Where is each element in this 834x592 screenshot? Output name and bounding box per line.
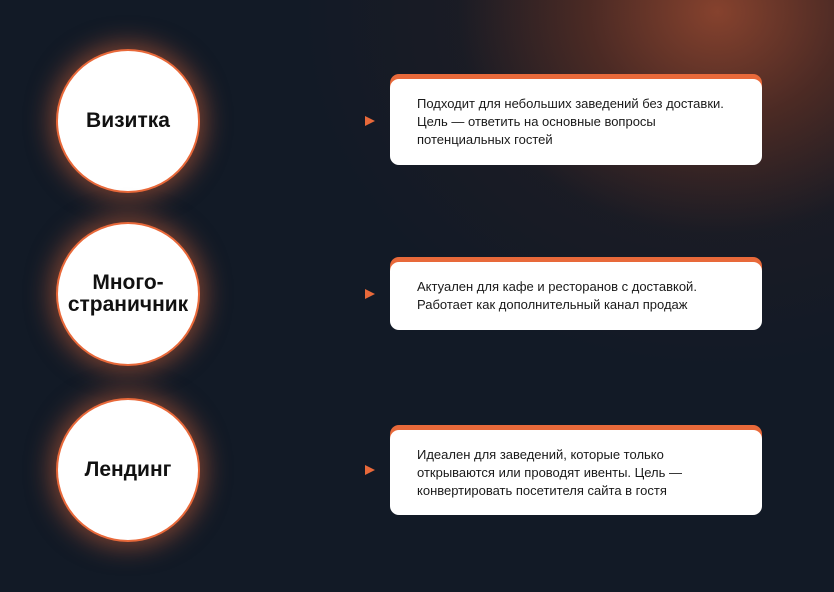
site-type-title: Лендинг [84, 458, 172, 481]
site-type-row-lending [0, 400, 834, 540]
site-type-description: Актуален для кафе и ресторанов с доставкой. Работает как дополнительный канал продаж [417, 279, 697, 312]
site-type-row-vizitka [0, 51, 834, 191]
arrow-right-icon [222, 286, 376, 302]
site-type-circle [58, 51, 198, 191]
arrow-right-icon [222, 462, 376, 478]
site-type-description: Подходит для небольших заведений без доставки. Цель — ответить на основные вопросы потенциальных гостей [417, 96, 724, 147]
site-type-description-card [390, 430, 762, 515]
site-type-row-mnogostranichnik [0, 224, 834, 364]
site-type-circle [58, 224, 198, 364]
site-type-title: Визитка [86, 109, 170, 132]
site-type-description-card [390, 262, 762, 330]
site-type-description-card [390, 79, 762, 165]
arrow-right-icon [222, 113, 376, 129]
site-type-circle [58, 400, 198, 540]
site-type-description: Идеален для заведений, которые только открываются или проводят ивенты. Цель — конвертировать посетителя сайта в гостя [417, 447, 683, 498]
site-type-title: Много- страничник [67, 271, 189, 316]
